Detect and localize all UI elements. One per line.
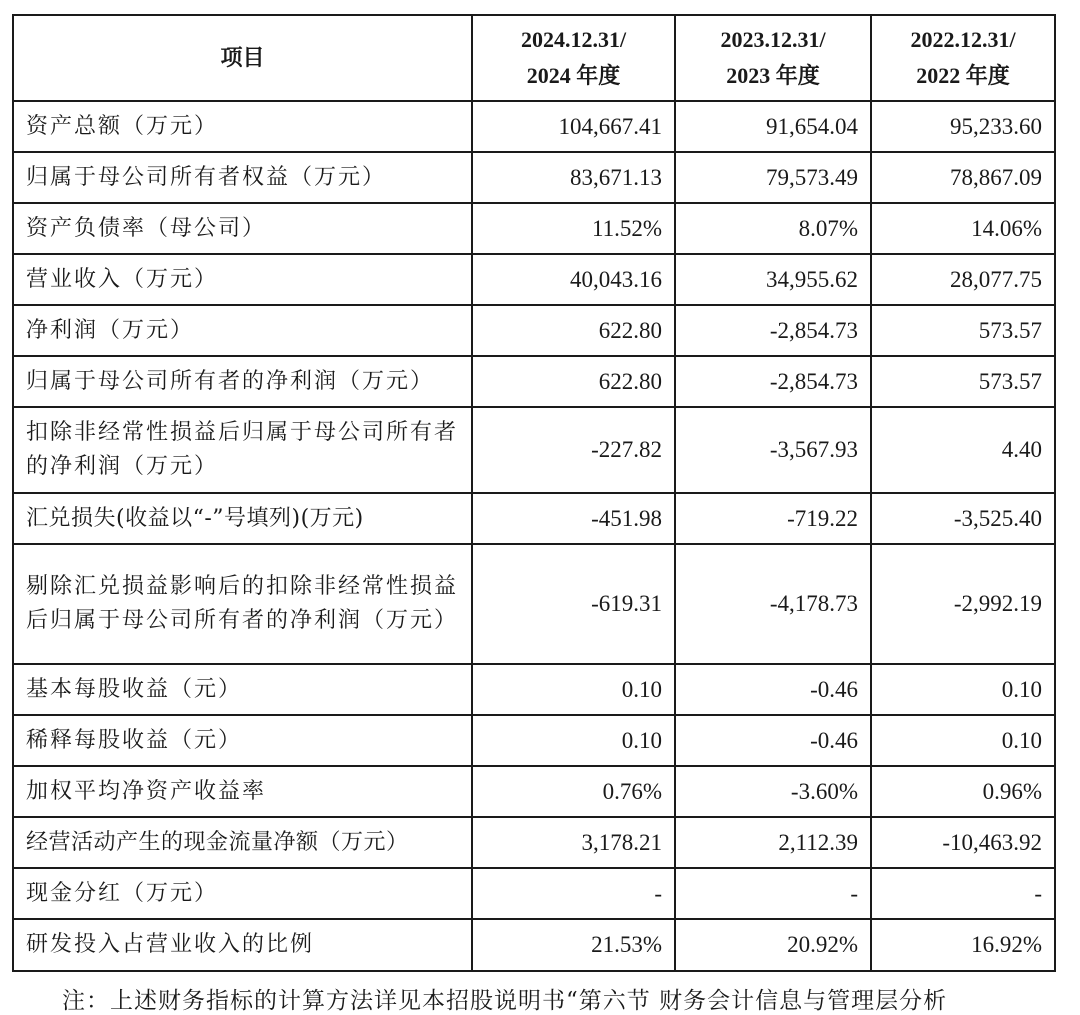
value-2022: -10,463.92 xyxy=(871,817,1055,868)
value-2024: 11.52% xyxy=(472,203,675,254)
value-2024: -619.31 xyxy=(472,544,675,664)
value-2023: -2,854.73 xyxy=(675,356,871,407)
value-2023: -3,567.93 xyxy=(675,407,871,493)
table-header-row xyxy=(13,15,1055,101)
table-row xyxy=(13,868,1055,919)
value-2023: 91,654.04 xyxy=(675,101,871,152)
header-2022-date: 2022.12.31/ xyxy=(910,27,1016,52)
header-item xyxy=(13,15,472,101)
row-label: 经营活动产生的现金流量净额（万元） xyxy=(13,817,472,868)
value-2024: 104,667.41 xyxy=(472,101,675,152)
table-row xyxy=(13,254,1055,305)
value-2022: -3,525.40 xyxy=(871,493,1055,544)
footnote: 注：上述财务指标的计算方法详见本招股说明书“第六节 财务会计信息与管理层分析 xyxy=(62,988,948,1014)
row-label: 剔除汇兑损益影响后的扣除非经常性损益后归属于母公司所有者的净利润（万元） xyxy=(13,544,472,664)
value-2024: 622.80 xyxy=(472,305,675,356)
row-label: 资产负债率（母公司） xyxy=(13,203,472,254)
header-2024 xyxy=(472,15,675,101)
value-2022: 95,233.60 xyxy=(871,101,1055,152)
value-2023: - xyxy=(675,868,871,919)
table-row xyxy=(13,817,1055,868)
header-2022-year: 2022 年度 xyxy=(916,63,1010,88)
value-2022: 573.57 xyxy=(871,356,1055,407)
row-label: 扣除非经常性损益后归属于母公司所有者的净利润（万元） xyxy=(13,407,472,493)
value-2023: -2,854.73 xyxy=(675,305,871,356)
value-2022: 78,867.09 xyxy=(871,152,1055,203)
row-label: 汇兑损失(收益以“-”号填列)(万元) xyxy=(13,493,472,544)
table-row xyxy=(13,919,1055,971)
row-label: 加权平均净资产收益率 xyxy=(13,766,472,817)
value-2023: 34,955.62 xyxy=(675,254,871,305)
value-2024: 0.10 xyxy=(472,664,675,715)
value-2022: 28,077.75 xyxy=(871,254,1055,305)
value-2024: -451.98 xyxy=(472,493,675,544)
value-2023: -719.22 xyxy=(675,493,871,544)
table-row xyxy=(13,203,1055,254)
value-2022: 0.96% xyxy=(871,766,1055,817)
row-label: 基本每股收益（元） xyxy=(13,664,472,715)
value-2023: 20.92% xyxy=(675,919,871,971)
value-2022: 4.40 xyxy=(871,407,1055,493)
header-item-label: 项目 xyxy=(220,45,265,70)
value-2023: -3.60% xyxy=(675,766,871,817)
header-2023-year: 2023 年度 xyxy=(726,63,820,88)
row-label: 现金分红（万元） xyxy=(13,868,472,919)
table-row xyxy=(13,152,1055,203)
value-2022: 16.92% xyxy=(871,919,1055,971)
value-2022: 0.10 xyxy=(871,715,1055,766)
table-row xyxy=(13,407,1055,493)
value-2022: -2,992.19 xyxy=(871,544,1055,664)
table-row xyxy=(13,766,1055,817)
row-label: 营业收入（万元） xyxy=(13,254,472,305)
table-row xyxy=(13,664,1055,715)
value-2023: 8.07% xyxy=(675,203,871,254)
value-2023: 2,112.39 xyxy=(675,817,871,868)
value-2022: 0.10 xyxy=(871,664,1055,715)
value-2023: -0.46 xyxy=(675,664,871,715)
value-2024: 83,671.13 xyxy=(472,152,675,203)
header-2023-date: 2023.12.31/ xyxy=(720,27,826,52)
row-label: 净利润（万元） xyxy=(13,305,472,356)
value-2024: 40,043.16 xyxy=(472,254,675,305)
header-2024-year: 2024 年度 xyxy=(526,63,621,88)
table-row xyxy=(13,493,1055,544)
table-row xyxy=(13,356,1055,407)
value-2022: 573.57 xyxy=(871,305,1055,356)
header-2024-date: 2024.12.31/ xyxy=(520,27,627,52)
row-label: 归属于母公司所有者的净利润（万元） xyxy=(13,356,472,407)
value-2023: -4,178.73 xyxy=(675,544,871,664)
header-2022 xyxy=(871,15,1055,101)
value-2024: 21.53% xyxy=(472,919,675,971)
table-row xyxy=(13,101,1055,152)
value-2022: 14.06% xyxy=(871,203,1055,254)
value-2023: -0.46 xyxy=(675,715,871,766)
row-label: 归属于母公司所有者权益（万元） xyxy=(13,152,472,203)
header-2023 xyxy=(675,15,871,101)
value-2024: 622.80 xyxy=(472,356,675,407)
table-row xyxy=(13,544,1055,664)
row-label: 稀释每股收益（元） xyxy=(13,715,472,766)
value-2024: 0.10 xyxy=(472,715,675,766)
value-2022: - xyxy=(871,868,1055,919)
value-2023: 79,573.49 xyxy=(675,152,871,203)
table-row xyxy=(13,715,1055,766)
table-row xyxy=(13,305,1055,356)
row-label: 资产总额（万元） xyxy=(13,101,472,152)
financial-indicators-table xyxy=(12,14,1056,972)
value-2024: 3,178.21 xyxy=(472,817,675,868)
value-2024: -227.82 xyxy=(472,407,675,493)
value-2024: - xyxy=(472,868,675,919)
row-label: 研发投入占营业收入的比例 xyxy=(13,919,472,971)
value-2024: 0.76% xyxy=(472,766,675,817)
